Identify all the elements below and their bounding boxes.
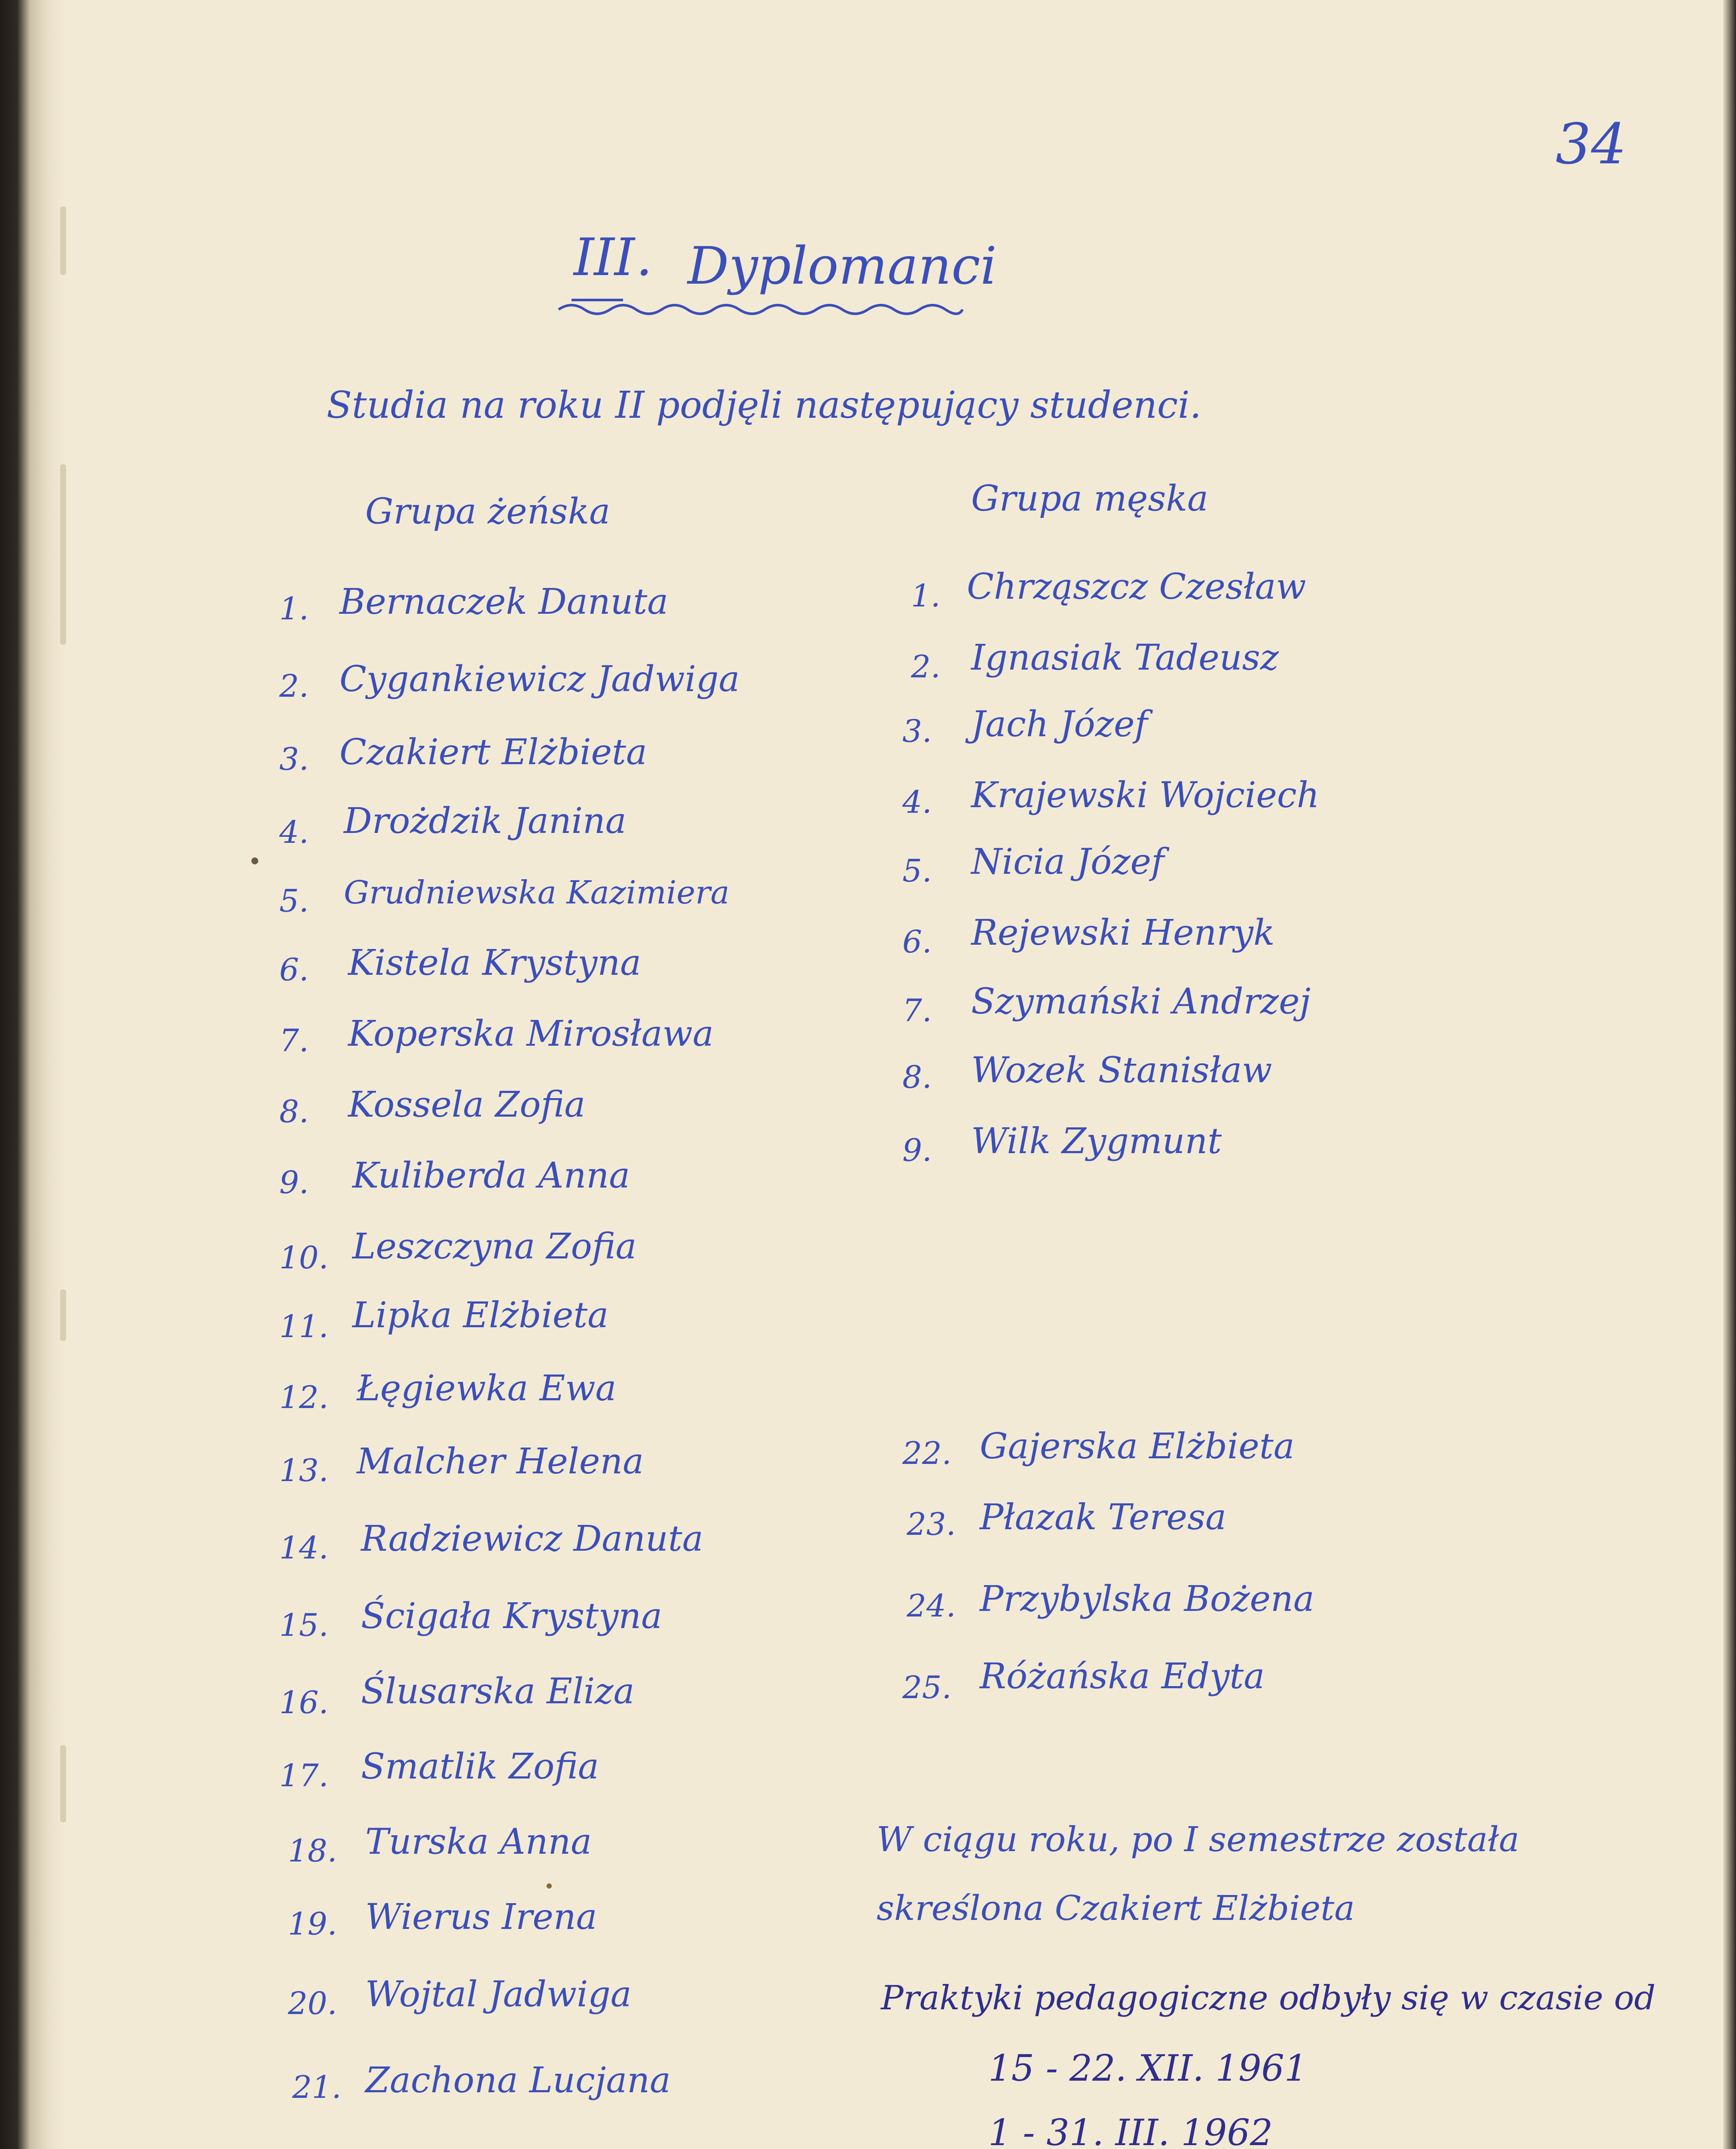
item-number: 5. [902, 853, 932, 889]
heading-separator: . [636, 228, 653, 288]
student-name: Przybylska Bożena [980, 1579, 1314, 1619]
item-number: 3. [279, 741, 309, 777]
item-number: 1. [911, 578, 941, 614]
item-number: 25. [902, 1669, 952, 1705]
student-name: Ignasiak Tadeusz [971, 637, 1279, 678]
student-name: Leszczyna Zofia [352, 1226, 637, 1267]
item-number: 4. [279, 814, 309, 850]
page-number: 34 [1556, 111, 1627, 177]
item-number: 18. [288, 1833, 337, 1869]
student-name: Krajewski Wojciech [971, 775, 1320, 816]
student-name: Chrząszcz Czesław [967, 566, 1306, 607]
student-name: Łęgiewka Ewa [357, 1368, 617, 1409]
binding-stitch [60, 206, 66, 275]
binding-spine [0, 0, 64, 2149]
practice-date-2: 1 - 31. III. 1962 [988, 2112, 1273, 2149]
student-name: Czakiert Elżbieta [339, 732, 647, 773]
item-number: 3. [902, 713, 932, 749]
item-number: 13. [279, 1452, 329, 1488]
student-name: Wierus Irena [365, 1897, 597, 1938]
student-name: Zachona Lucjana [365, 2060, 671, 2101]
item-number: 12. [279, 1379, 329, 1415]
item-number: 7. [902, 992, 932, 1029]
student-name: Wojtal Jadwiga [365, 1974, 632, 2015]
heading-underline [554, 297, 967, 322]
student-name: Jach Józef [971, 704, 1148, 745]
student-name: Smatlik Zofia [361, 1746, 599, 1787]
student-name: Koperska Mirosława [348, 1013, 714, 1054]
student-name: Kistela Krystyna [348, 943, 642, 983]
item-number: 8. [902, 1059, 932, 1095]
student-name: Grudniewska Kazimiera [344, 874, 730, 911]
item-number: 15. [279, 1607, 329, 1643]
ink-speck [547, 1883, 552, 1889]
student-name: Malcher Helena [357, 1441, 644, 1482]
item-number: 8. [279, 1093, 309, 1130]
item-number: 10. [279, 1240, 329, 1276]
student-name: Płazak Teresa [980, 1497, 1227, 1538]
student-name: Różańska Edyta [980, 1656, 1265, 1697]
item-number: 24. [907, 1588, 956, 1624]
item-number: 6. [902, 924, 932, 960]
student-name: Ścigała Krystyna [361, 1596, 663, 1637]
student-name: Turska Anna [365, 1821, 592, 1862]
item-number: 1. [279, 591, 309, 627]
item-number: 14. [279, 1530, 329, 1566]
item-number: 22. [902, 1435, 952, 1471]
item-number: 21. [292, 2069, 342, 2105]
binding-stitch [60, 1745, 66, 1822]
item-number: 2. [911, 649, 941, 685]
student-name: Lipka Elżbieta [352, 1295, 609, 1336]
student-name: Wilk Zygmunt [971, 1121, 1222, 1162]
item-number: 16. [279, 1684, 329, 1720]
page-title: Dyplomanci [688, 236, 997, 296]
student-name: Wozek Stanisław [971, 1050, 1272, 1091]
student-name: Szymański Andrzej [971, 981, 1311, 1022]
item-number: 2. [279, 668, 309, 704]
practice-date-1: 15 - 22. XII. 1961 [988, 2047, 1308, 2089]
item-number: 7. [279, 1022, 309, 1059]
item-number: 19. [288, 1906, 337, 1942]
practice-line: Praktyki pedagogiczne odbyły się w czasie od [881, 1979, 1656, 2017]
student-name: Cygankiewicz Jadwiga [339, 659, 740, 700]
ink-speck [251, 857, 258, 864]
item-number: 9. [902, 1132, 932, 1168]
item-number: 4. [902, 784, 932, 820]
student-name: Nicia Józef [971, 842, 1164, 882]
student-name: Ślusarska Eliza [361, 1671, 635, 1712]
student-name: Kossela Zofia [348, 1084, 586, 1125]
student-name: Drożdzik Janina [344, 801, 627, 842]
item-number: 5. [279, 883, 309, 919]
note-line-1: W ciągu roku, po I semestrze została [877, 1819, 1519, 1859]
item-number: 23. [907, 1506, 956, 1542]
men-group-header: Grupa męska [971, 478, 1208, 519]
intro-line: Studia na roku II podjęli następujący studenci. [327, 384, 1201, 427]
item-number: 20. [288, 1985, 337, 2021]
women-group-header: Grupa żeńska [365, 491, 611, 532]
item-number: 17. [279, 1757, 329, 1794]
heading-roman: III [574, 228, 635, 288]
student-name: Kuliberda Anna [352, 1155, 630, 1196]
student-name: Radziewicz Danuta [361, 1518, 703, 1559]
binding-stitch [60, 464, 66, 645]
student-name: Rejewski Henryk [971, 912, 1275, 953]
binding-stitch [60, 1289, 66, 1341]
item-number: 11. [279, 1308, 329, 1344]
item-number: 6. [279, 952, 309, 988]
item-number: 9. [279, 1164, 309, 1200]
page-edge [1723, 0, 1736, 2149]
student-name: Bernaczek Danuta [339, 582, 669, 622]
note-line-2: skreślona Czakiert Elżbieta [877, 1888, 1355, 1928]
student-name: Gajerska Elżbieta [980, 1426, 1295, 1467]
